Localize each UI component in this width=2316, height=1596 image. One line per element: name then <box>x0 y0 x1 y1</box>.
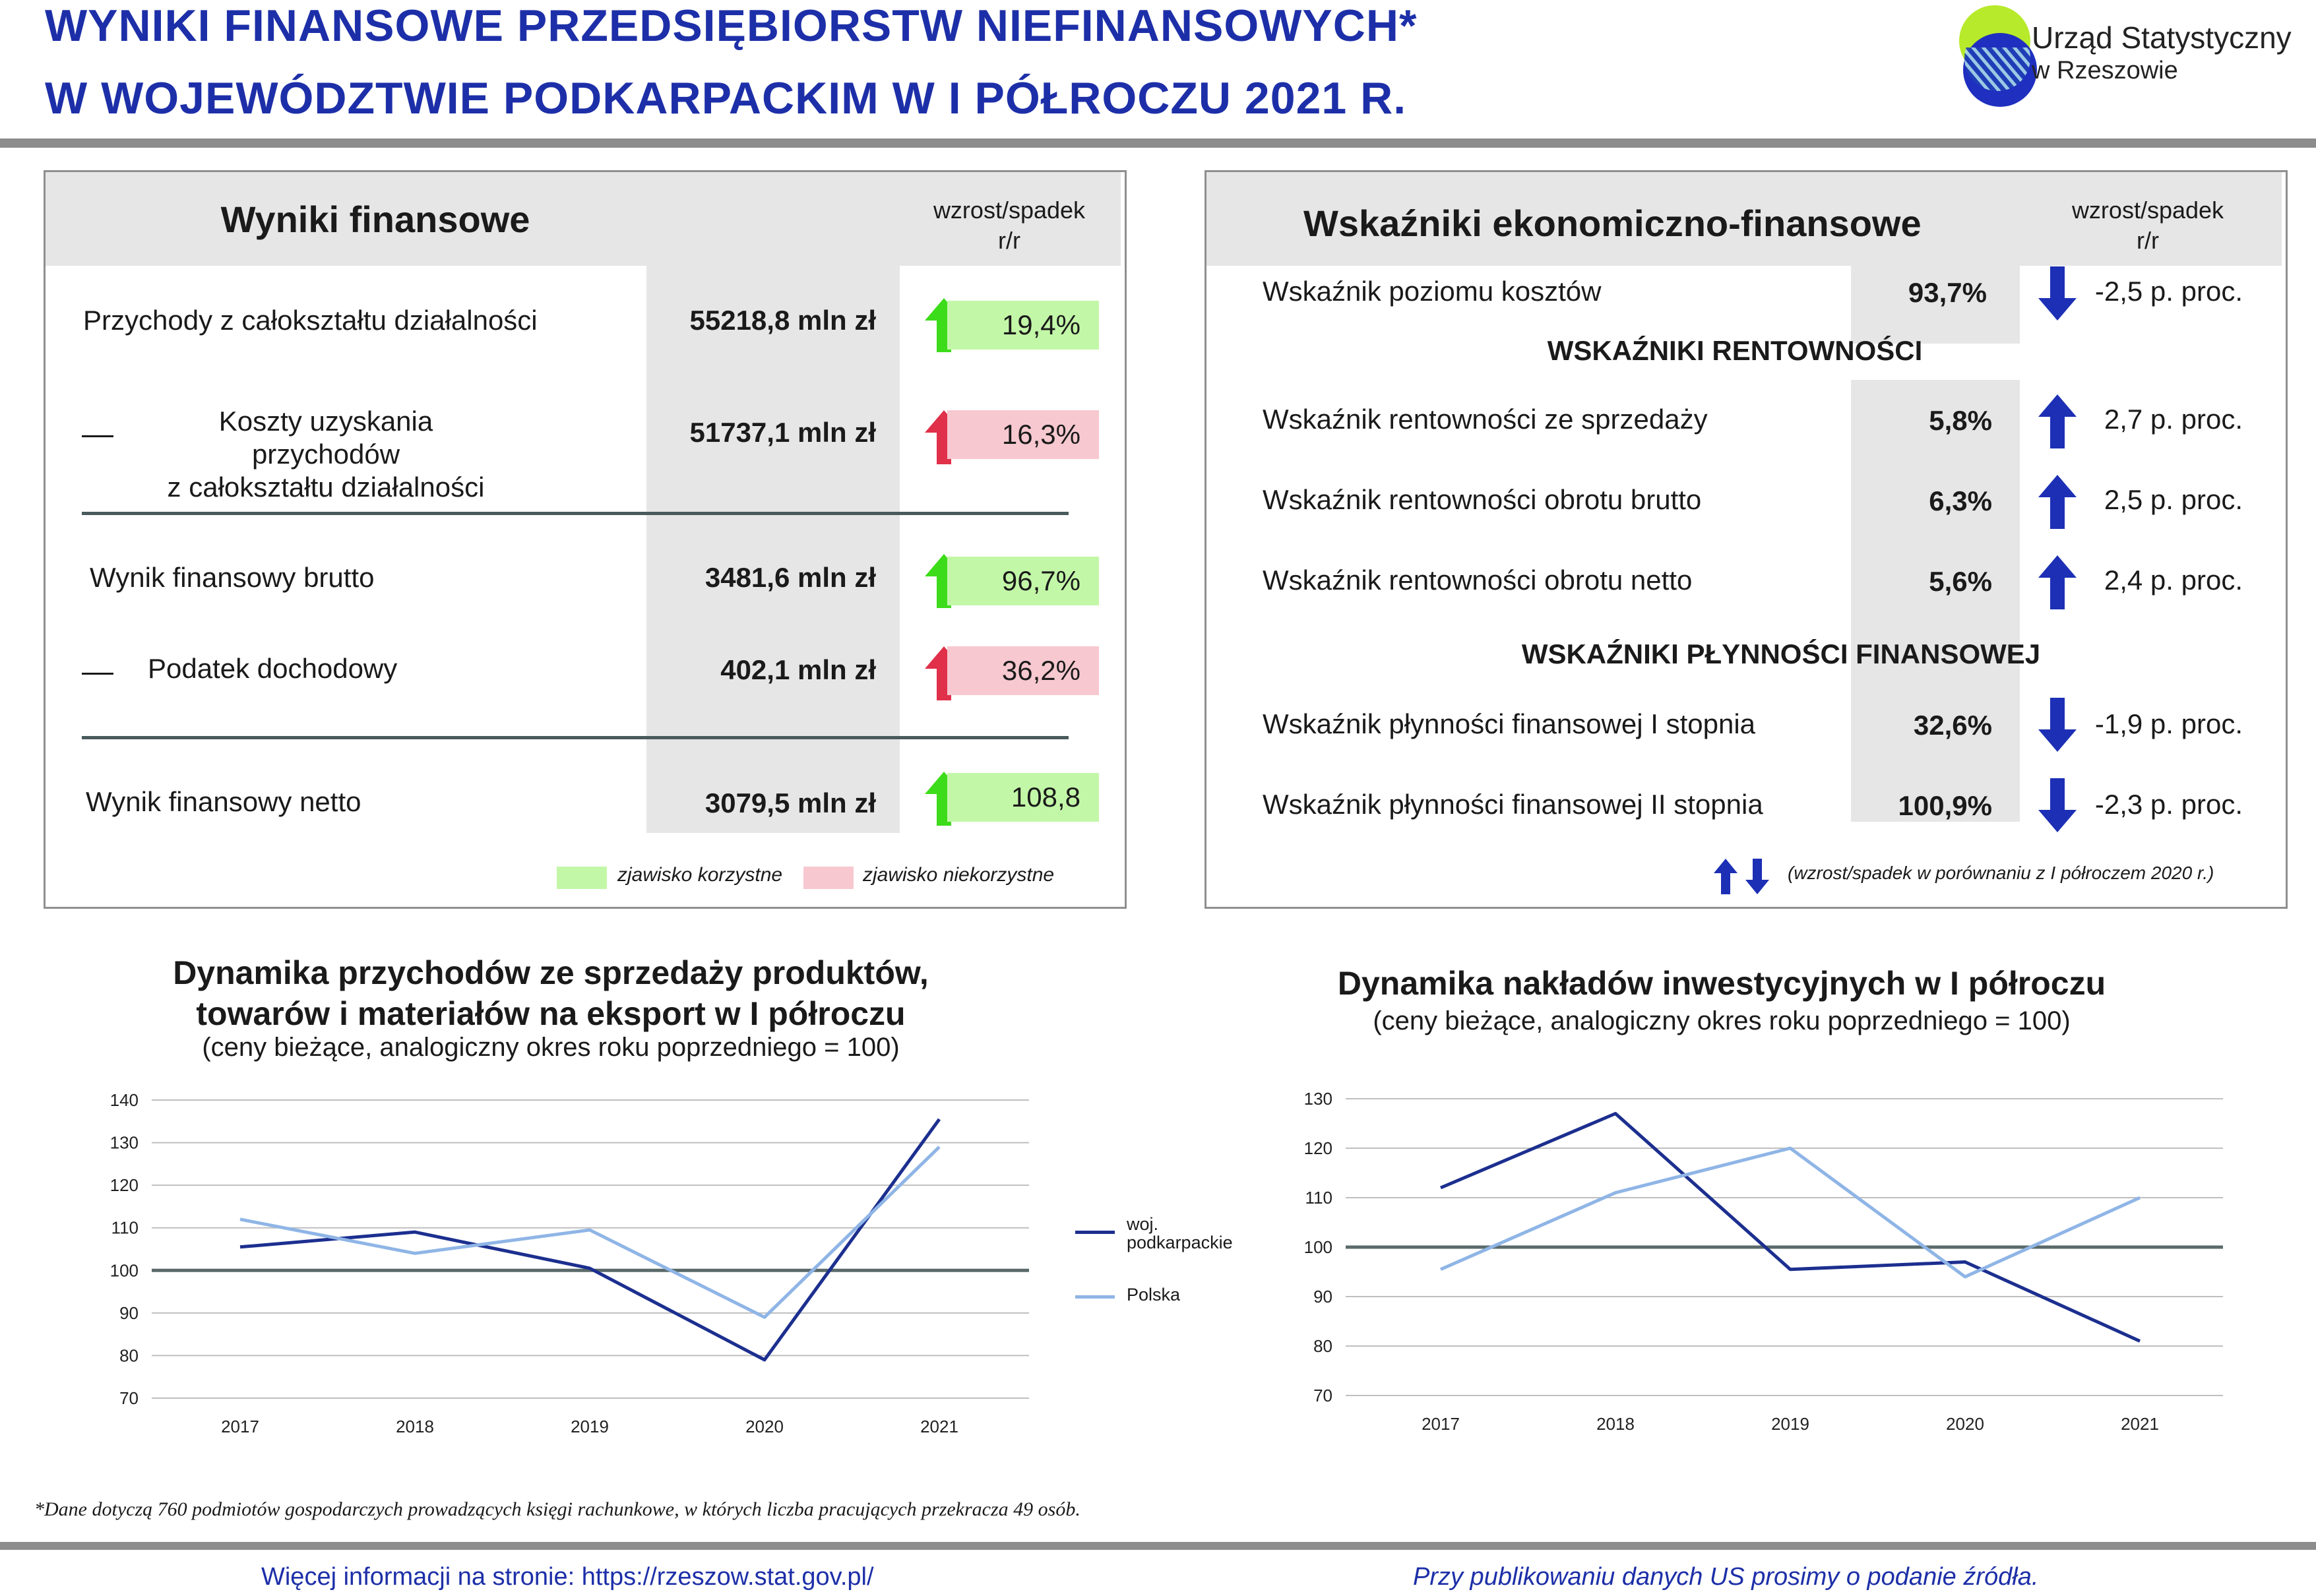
ind-value-liquidity-1: 32,6% <box>1913 710 1992 741</box>
y-tick-label: 90 <box>1313 1287 1332 1306</box>
chart2-title: Dynamika nakładów inwestycyjnych w I półroczu <box>1337 965 2106 1002</box>
y-tick-label: 70 <box>119 1388 139 1408</box>
footnote: *Dane dotyczą 760 podmiotów gospodarczych prowadzących księgi rachunkowe, w których liczba pracujących przekracza 49 osób. <box>34 1498 1080 1520</box>
fin-row-change-revenue: 19,4% <box>947 301 1099 350</box>
logo-text-line1: Urząd Statystyczny <box>2032 20 2292 55</box>
chart1-export-revenue <box>79 1079 1069 1448</box>
indicators-change-header: wzrost/spadek r/r <box>2071 197 2224 254</box>
fin-row-change-costs: 16,3% <box>947 410 1099 459</box>
chart1-legend-swatch-polska <box>1075 1295 1115 1299</box>
x-tick-label: 2020 <box>1946 1414 1984 1434</box>
ind-label-cost-level: Wskaźnik poziomu kosztów <box>1263 276 1602 307</box>
arrow-down-icon <box>1744 857 1770 899</box>
chart1-subtitle: (ceny bieżące, analogiczny okres roku poprzedniego = 100) <box>202 1033 900 1062</box>
more-info-link[interactable]: Więcej informacji na stronie: https://rzeszow.stat.gov.pl/ <box>261 1563 874 1591</box>
series-line-polska <box>240 1147 939 1317</box>
ind-value-profit-gross: 6,3% <box>1929 485 1992 516</box>
ind-change-profit-net: 2,4 p. proc. <box>2104 565 2243 596</box>
x-tick-label: 2017 <box>221 1417 259 1436</box>
y-tick-label: 90 <box>119 1303 139 1323</box>
ind-label-profit-net: Wskaźnik rentowności obrotu netto <box>1263 565 1693 596</box>
y-tick-label: 100 <box>110 1260 139 1281</box>
chart1-legend-label-woj: woj. podkarpackie <box>1127 1214 1233 1252</box>
chart2-investment <box>1273 1079 2263 1448</box>
y-tick-label: 70 <box>1313 1386 1332 1405</box>
legend-swatch-favorable <box>557 867 607 889</box>
logo-text-line2: w Rzeszowie <box>2032 57 2178 84</box>
fin-row-value-gross: 3481,6 mln zł <box>704 562 876 593</box>
y-tick-label: 140 <box>110 1090 139 1110</box>
chart1-title: Dynamika przychodów ze sprzedaży produktów, towarów i materiałów na eksport w I półroczu <box>173 954 929 1032</box>
x-tick-label: 2019 <box>1771 1414 1809 1434</box>
header-divider <box>0 138 2316 148</box>
indicators-title: Wskaźniki ekonomiczno-finansowe <box>1303 202 1922 244</box>
fin-row-label-gross: Wynik finansowy brutto <box>90 562 375 593</box>
ind-label-profit-gross: Wskaźnik rentowności obrotu brutto <box>1263 484 1702 515</box>
ind-change-profit-sales: 2,7 p. proc. <box>2104 404 2243 435</box>
legend-swatch-unfavorable <box>803 867 854 889</box>
fin-row-label-net: Wynik finansowy netto <box>86 786 361 817</box>
fin-row-change-gross: 96,7% <box>947 557 1099 605</box>
y-tick-label: 100 <box>1303 1237 1332 1257</box>
x-tick-label: 2018 <box>396 1417 434 1436</box>
footer-divider <box>0 1542 2316 1550</box>
ind-values-column <box>1851 380 2020 822</box>
ind-label-profit-sales: Wskaźnik rentowności ze sprzedaży <box>1263 404 1708 435</box>
fin-separator-2 <box>82 736 1069 739</box>
ind-value-cost-level: 93,7% <box>1908 277 1987 308</box>
legend-label-favorable: zjawisko korzystne <box>617 864 783 886</box>
y-tick-label: 80 <box>119 1345 139 1366</box>
y-tick-label: 110 <box>1305 1188 1332 1208</box>
y-tick-label: 130 <box>1303 1089 1332 1109</box>
x-tick-label: 2017 <box>1422 1414 1460 1434</box>
minus-dash <box>82 435 113 437</box>
fin-row-value-net: 3079,5 mln zł <box>704 787 876 818</box>
chart2-subtitle: (ceny bieżące, analogiczny okres roku poprzedniego = 100) <box>1373 1006 2071 1035</box>
citation-note: Przy publikowaniu danych US prosimy o podanie źródła. <box>1413 1563 2039 1591</box>
series-line-polska <box>1441 1148 2140 1277</box>
ind-value-profit-net: 5,6% <box>1929 566 1992 597</box>
fin-row-change-net: 108,8 <box>947 773 1099 822</box>
chart1-legend-swatch-woj <box>1075 1231 1115 1234</box>
y-tick-label: 80 <box>1313 1336 1332 1356</box>
fin-row-change-tax: 36,2% <box>947 646 1099 695</box>
fin-row-value-revenue: 55218,8 mln zł <box>689 305 876 336</box>
profitability-section-title: WSKAŹNIKI RENTOWNOŚCI <box>1547 335 1923 366</box>
ind-value-liquidity-2: 100,9% <box>1898 790 1992 821</box>
y-tick-label: 130 <box>110 1132 139 1153</box>
x-tick-label: 2019 <box>571 1417 609 1436</box>
financial-results-title: Wyniki finansowe <box>220 199 530 240</box>
chart1-legend-label-polska: Polska <box>1127 1285 1181 1304</box>
arrow-up-icon <box>1712 857 1739 899</box>
legend-label-unfavorable: zjawisko niekorzystne <box>863 864 1055 886</box>
x-tick-label: 2021 <box>2121 1414 2159 1434</box>
fin-row-value-tax: 402,1 mln zł <box>720 654 876 685</box>
ind-change-liquidity-2: -2,3 p. proc. <box>2094 789 2243 820</box>
ind-label-liquidity-1: Wskaźnik płynności finansowej I stopnia <box>1263 708 1756 739</box>
y-tick-label: 120 <box>110 1175 139 1196</box>
page-title-line1: WYNIKI FINANSOWE PRZEDSIĘBIORSTW NIEFINANSOWYCH* <box>45 1 1418 51</box>
liquidity-section-title: WSKAŹNIKI PŁYNNOŚCI FINANSOWEJ <box>1521 638 2041 669</box>
ind-change-profit-gross: 2,5 p. proc. <box>2104 484 2243 515</box>
y-tick-label: 110 <box>111 1217 139 1238</box>
x-tick-label: 2018 <box>1596 1414 1635 1434</box>
fin-separator-1 <box>82 512 1069 515</box>
fin-row-value-costs: 51737,1 mln zł <box>689 417 876 448</box>
fin-row-label-revenue: Przychody z całokształtu działalności <box>83 305 538 336</box>
x-tick-label: 2020 <box>745 1417 784 1436</box>
x-tick-label: 2021 <box>920 1417 958 1436</box>
indicators-note: (wzrost/spadek w porównaniu z I półroczem 2020 r.) <box>1788 863 2214 883</box>
ind-change-cost-level: -2,5 p. proc. <box>2094 276 2243 307</box>
page-title-line2: W WOJEWÓDZTWIE PODKARPACKIM W I PÓŁROCZU 2021 R. <box>45 73 1407 123</box>
fin-row-label-costs: Koszty uzyskania przychodów z całokształtu działalności <box>167 406 485 503</box>
ind-value-profit-sales: 5,8% <box>1929 405 1992 436</box>
y-tick-label: 120 <box>1303 1138 1332 1158</box>
financial-change-header: wzrost/spadek r/r <box>933 197 1086 254</box>
fin-row-label-tax: Podatek dochodowy <box>148 653 398 684</box>
ind-change-liquidity-1: -1,9 p. proc. <box>2094 708 2243 739</box>
minus-dash <box>82 673 113 675</box>
ind-label-liquidity-2: Wskaźnik płynności finansowej II stopnia <box>1263 789 1763 820</box>
financial-values-column <box>646 266 900 833</box>
